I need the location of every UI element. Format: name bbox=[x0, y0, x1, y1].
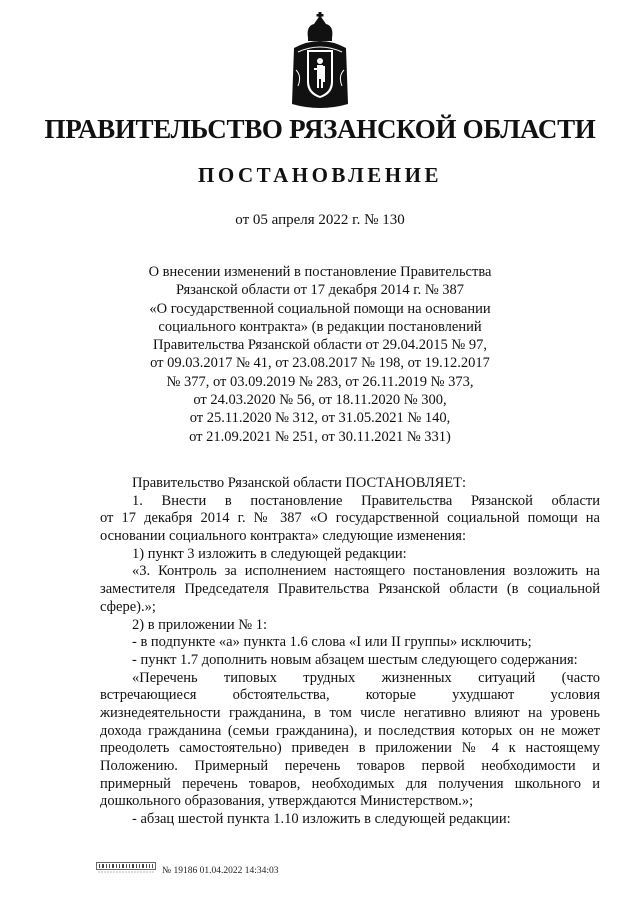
subject-line: социального контракта» (в редакции постановлений bbox=[158, 318, 482, 335]
subject-line: от 25.11.2020 № 312, от 31.05.2021 № 140, bbox=[189, 410, 451, 427]
subject-line: «О государственной социальной помощи на основании bbox=[149, 300, 491, 317]
subject-line: от 24.03.2020 № 56, от 18.11.2020 № 300, bbox=[193, 392, 447, 409]
body-line: Правительство Рязанской области ПОСТАНОВЛЯЕТ: bbox=[132, 475, 467, 491]
body-line: Положению. Примерный перечень товаров первой необходимости и bbox=[100, 758, 600, 774]
barcode-stamp-icon bbox=[96, 862, 156, 874]
body-line: - абзац шестой пункта 1.10 изложить в следующей редакции: bbox=[132, 811, 511, 828]
subject-line: О внесении изменений в постановление Правительства bbox=[148, 264, 492, 280]
registration-code: № 19186 01.04.2022 14:34:03 bbox=[162, 866, 279, 876]
body-line: «3. Контроль за исполнением настоящего постановления возложить на bbox=[132, 563, 600, 580]
government-title: ПРАВИТЕЛЬСТВО РЯЗАНСКОЙ ОБЛАСТИ bbox=[44, 114, 596, 144]
body-line: дохода гражданина (семьи гражданина), и последствия которых он не может bbox=[100, 722, 600, 739]
document-body bbox=[100, 475, 600, 829]
subject-line: Правительства Рязанской области от 29.04.2015 № 97, bbox=[153, 337, 487, 354]
body-line: примерный перечень товаров, необходимых для получения школьного и bbox=[100, 775, 600, 792]
body-line: 1. Внести в постановление Правительства Рязанской области bbox=[132, 492, 600, 509]
subject-line: № 377, от 03.09.2019 № 283, от 26.11.2019 № 373, bbox=[166, 373, 474, 390]
body-line: - пункт 1.7 дополнить новым абзацем шестым следующего содержания: bbox=[132, 651, 578, 668]
document-subject bbox=[140, 263, 500, 446]
subject-line: от 21.09.2021 № 251, от 30.11.2021 № 331) bbox=[189, 428, 451, 445]
body-line: жизнедеятельности гражданина, в том числе негативно влияют на уровень bbox=[100, 704, 600, 721]
body-line: сфере).»; bbox=[100, 598, 156, 615]
body-line: - в подпункте «а» пункта 1.6 слова «I или II группы» исключить; bbox=[132, 634, 532, 651]
document-date: от 05 апреля 2022 г. № 130 bbox=[235, 212, 405, 228]
body-line: 2) в приложении № 1: bbox=[132, 616, 267, 633]
document-type: ПОСТАНОВЛЕНИЕ bbox=[198, 163, 442, 187]
subject-line: от 09.03.2017 № 41, от 23.08.2017 № 198, от 19.12.2017 bbox=[150, 355, 490, 372]
body-line: 1) пункт 3 изложить в следующей редакции: bbox=[132, 545, 407, 562]
body-line: преодолеть самостоятельно) приведен в приложении № 4 к настоящему bbox=[100, 740, 600, 757]
body-line: «Перечень типовых трудных жизненных ситуаций (часто bbox=[132, 669, 600, 686]
body-line: от 17 декабря 2014 г. № 387 «О государственной социальной помощи на bbox=[100, 510, 600, 527]
ryazan-coat-of-arms-icon bbox=[288, 12, 352, 112]
body-line: дошкольного образования, утверждаются Министерством.»; bbox=[100, 793, 474, 810]
body-line: встречающиеся обстоятельства, которые ухудшают условия bbox=[100, 687, 600, 704]
body-line: основании социального контракта» следующие изменения: bbox=[100, 528, 467, 545]
body-line: заместителя Председателя Правительства Рязанской области (в социальной bbox=[100, 581, 600, 598]
subject-line: Рязанской области от 17 декабря 2014 г. № 387 bbox=[175, 282, 465, 299]
